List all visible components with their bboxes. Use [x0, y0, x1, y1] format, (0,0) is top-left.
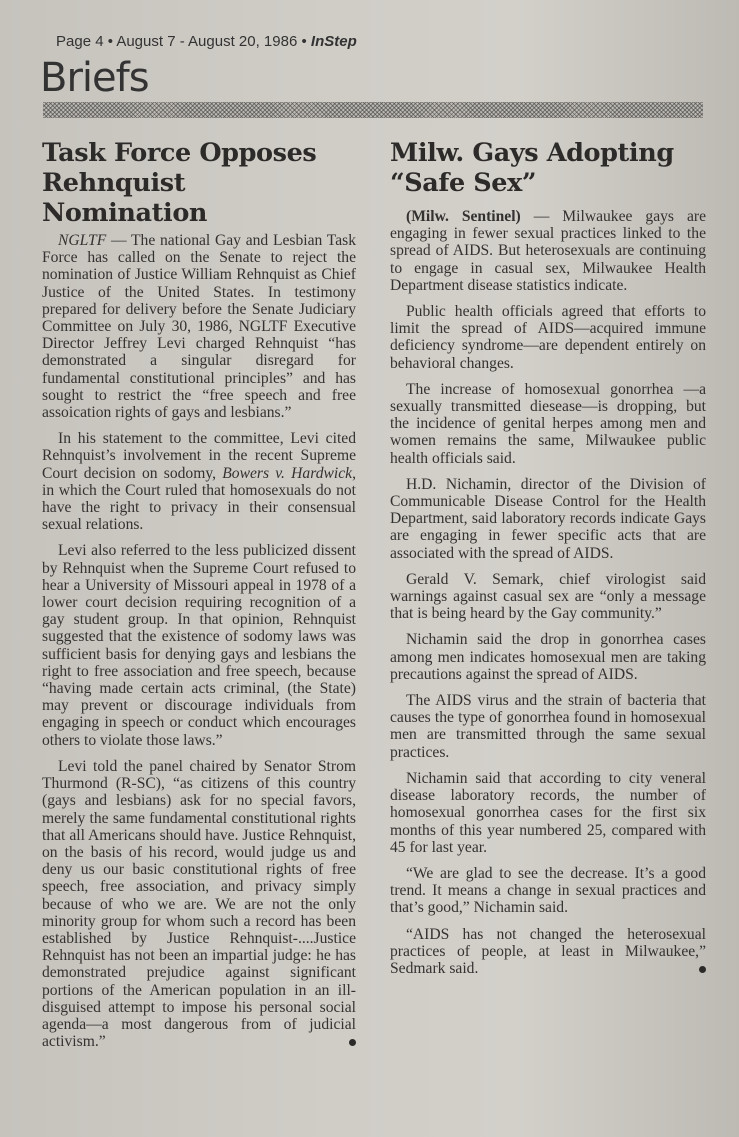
article-paragraph: The AIDS virus and the strain of bacteria that causes the type of gonorrhea found in homosexual men are transmitted through the same sexual practices.: [390, 692, 706, 761]
page-number: Page 4: [56, 33, 104, 50]
paragraph-text: Levi told the panel chaired by Senator Strom Thurmond (R-SC), “as citizens of this country (gays and lesbians) ask for no special favors, merely the same fundamental constitutional rights that all Americans should have. Justice Rehnquist, on the basis of his record, would judge us and deny us our basic constitutional rights of free speech, free association, and privacy simply because of who we are. We are not the only minority group for whom such a record has been established by Justice Rehnquist-....Justice Rehnquist has not been an impartial judge: he has demonstrated prejudice against significant portions of the American population in an ill-disguised attempt to impose his personal social agenda—a most dangerous from of judicial activism.”: [42, 757, 356, 1051]
paragraph-text: — The national Gay and Lesbian Task Force has called on the Senate to reject the nomination of Justice William Rehnquist as Chief Justice of the United States. In testimony prepared for delivery before the Senate Judiciary Committee on July 30, 1986, NGLTF Executive Director Jeffrey Levi charged Rehnquist “has demonstrated a singular disregard for fundamental constitutional principles” and has sought to restrict the “free speech and free assoication rights of gays and lesbians.”: [42, 232, 356, 422]
end-of-article-bullet-icon: [699, 966, 706, 973]
case-name: Bowers v. Hardwick: [222, 464, 353, 482]
page-header: [56, 33, 357, 50]
article-paragraph: Public health officials agreed that efforts to limit the spread of AIDS—acquired immune deficiency syndrome—are dependent entirely on behavioral changes.: [390, 303, 706, 372]
bullet-separator: •: [301, 33, 307, 50]
section-title: Briefs: [40, 55, 149, 101]
paragraph-text: — Milwaukee gays are engaging in fewer sexual practices linked to the spread of AIDS. But heterosexuals are continuing to engage in casual sex, Milwaukee Health Department disease statistics indicate.: [390, 208, 706, 294]
article-paragraph: H.D. Nichamin, director of the Division of Communicable Disease Control for the Health Department, said laboratory records indicate Gays are engaging in fewer specific acts that are associated with the spread of AIDS.: [390, 475, 706, 562]
paragraph-text: “AIDS has not changed the heterosexual practices of people, at least in Milwaukee,” Sedmark said.: [390, 925, 706, 977]
article-paragraph: [42, 232, 356, 421]
paragraph-text: In his statement to the committee, Levi cited Rehnquist’s involvement in the recent Supreme Court decision on sodomy,: [42, 430, 356, 482]
article-paragraph: [390, 208, 706, 294]
article-paragraph: Nichamin said the drop in gonorrhea cases among men indicates homosexual men are taking precautions against the spread of AIDS.: [390, 631, 706, 683]
publication-name: InStep: [310, 33, 357, 50]
hatched-rule-divider: [43, 102, 703, 118]
article-paragraph: “We are glad to see the decrease. It’s a good trend. It means a change in sexual practices and that’s good,” Nichamin said.: [390, 864, 706, 917]
article-headline: Task Force Opposes Rehnquist Nomination: [42, 138, 317, 228]
article-dateline: (Milw. Sentinel): [406, 208, 521, 225]
article-paragraph: The increase of homosexual gonorrhea —a sexually transmitted diesease—is dropping, but the incidence of genital herpes among men and women remains the same, Milwaukee public health officials said.: [390, 380, 706, 467]
article-dateline: NGLTF: [58, 232, 107, 249]
article-rehnquist: [42, 138, 356, 1059]
end-of-article-bullet-icon: [349, 1039, 356, 1046]
issue-date-range: August 7 - August 20, 1986: [116, 33, 298, 50]
article-paragraph: [42, 758, 356, 1050]
bullet-separator: •: [107, 33, 113, 50]
article-paragraph: Levi also referred to the less publicized dissent by Rehnquist when the Supreme Court refused to hear a University of Missouri appeal in 1978 of a lower court decision requiring recognition of a gay student group. In that opinion, Rehnquist suggested that the existence of sodomy laws was sufficient basis for denying gays and lesbians the right to free association and free speech, because “having made certain acts criminal, (the State) may prevent or discourage individuals from engaging in speech or conduct which encourages others to violate those laws.”: [42, 542, 356, 749]
article-paragraph: [390, 926, 706, 978]
article-paragraph: Gerald V. Semark, chief virologist said warnings against casual sex are “only a message that is being heard by the Gay community.”: [390, 570, 706, 623]
article-paragraph: Nichamin said that according to city veneral disease laboratory records, the number of homosexual gonorrhea cases for the first six months of this year numbered 25, compared with 45 for last year.: [390, 769, 706, 856]
article-headline: Milw. Gays Adopting “Safe Sex”: [390, 138, 674, 198]
article-paragraph: [42, 430, 356, 533]
article-safe-sex: [390, 138, 706, 986]
paragraph-text: , in which the Court ruled that homosexuals do not have the right to privacy in their consensual sexual relations.: [42, 464, 356, 534]
